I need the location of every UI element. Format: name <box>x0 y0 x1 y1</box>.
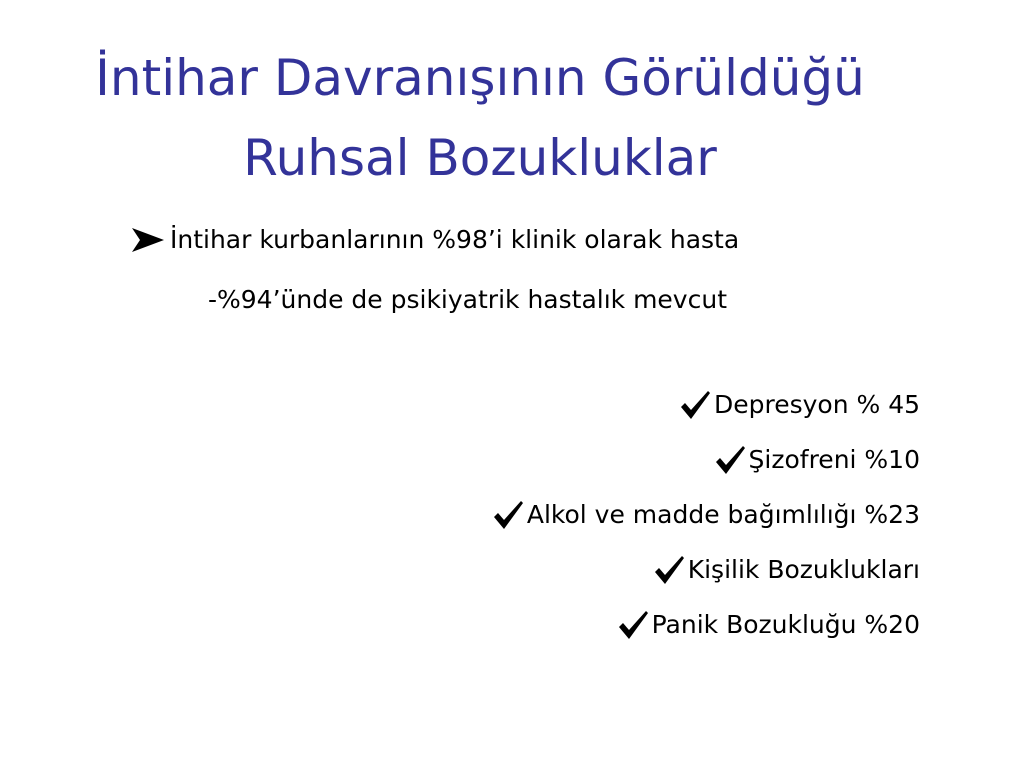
slide-title-line-2: Ruhsal Bozukluklar <box>243 129 717 187</box>
checklist-item-sizofreni <box>713 443 920 477</box>
slide-title-line-1: İntihar Davranışının Görüldüğü <box>95 49 865 107</box>
checklist-item-label: Panik Bozukluğu %20 <box>651 610 920 639</box>
checklist-item-label: Depresyon % 45 <box>713 390 920 419</box>
checklist-item-alkol <box>491 498 920 532</box>
check-icon <box>491 498 525 532</box>
checklist-item-label: Alkol ve madde bağımlılığı %23 <box>526 500 920 529</box>
arrow-bullet-icon <box>130 224 166 256</box>
check-icon <box>652 553 686 587</box>
check-icon <box>713 443 747 477</box>
checklist-item-label: Şizofreni %10 <box>748 445 920 474</box>
checklist-item-label: Kişilik Bozuklukları <box>687 555 920 584</box>
check-icon <box>678 388 712 422</box>
check-icon <box>616 608 650 642</box>
checklist-item-panik <box>616 608 920 642</box>
main-bullet-line-1: İntihar kurbanlarının %98’i klinik olarak hasta <box>170 225 740 254</box>
checklist-item-kisilik <box>652 553 920 587</box>
checklist-item-depresyon <box>678 388 920 422</box>
main-bullet-line-2: -%94’ünde de psikiyatrik hastalık mevcut <box>208 285 727 314</box>
